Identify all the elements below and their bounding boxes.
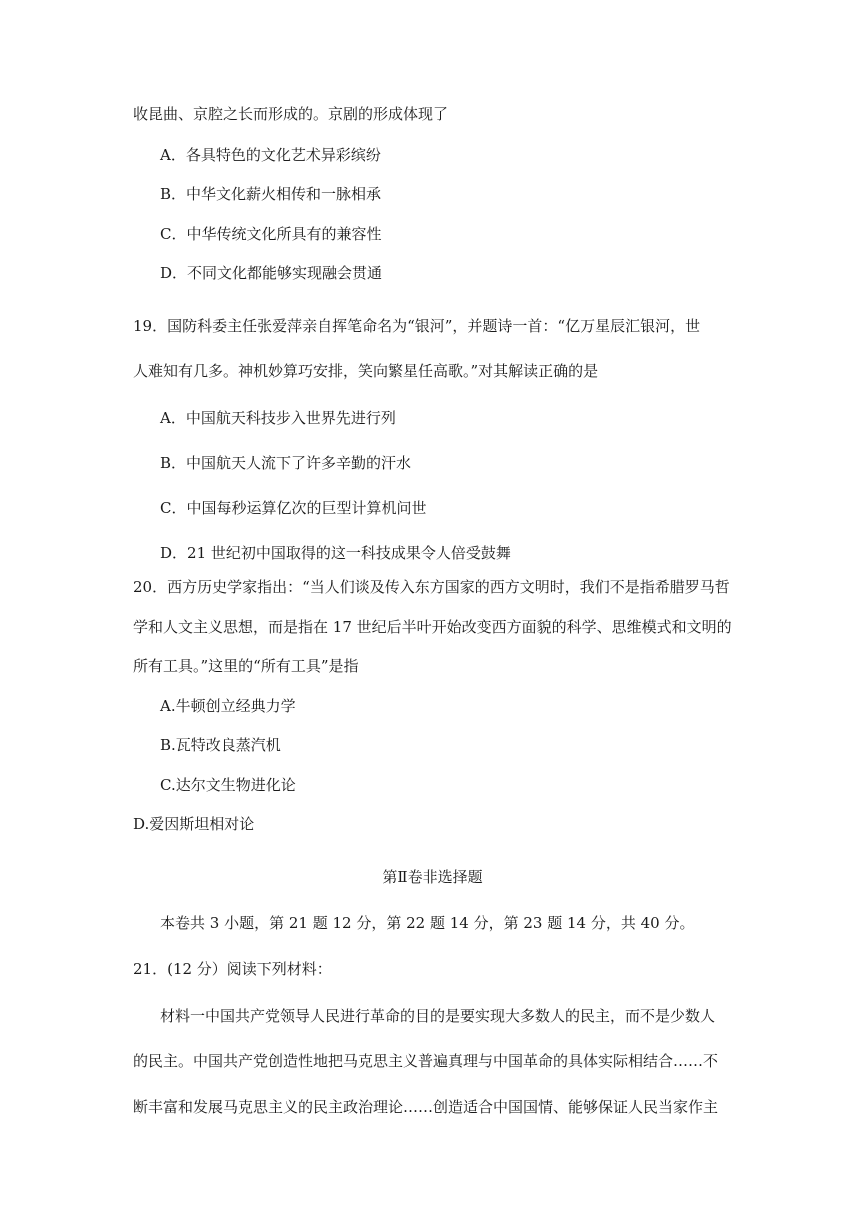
q18-option-c: C．中华传统文化所具有的兼容性 (160, 225, 382, 243)
q19-stem-line-1: 19．国防科委主任张爱萍亲自挥笔命名为“银河”，并题诗一首：“亿万星辰汇银河，世 (133, 317, 701, 335)
q20-option-c: C.达尔文生物进化论 (160, 776, 296, 794)
q20-stem-line-3: 所有工具。”这里的“所有工具”是指 (133, 657, 359, 675)
q20-stem-line-1: 20．西方历史学家指出：“当人们谈及传入东方国家的西方文明时，我们不是指希腊罗马哲 (133, 578, 730, 596)
q20-option-b: B.瓦特改良蒸汽机 (160, 736, 281, 754)
q19-option-d: D．21 世纪初中国取得的这一科技成果令人倍受鼓舞 (160, 544, 511, 562)
q18-option-d: D．不同文化都能够实现融会贯通 (160, 264, 383, 282)
q18-stem-tail: 收昆曲、京腔之长而形成的。京剧的形成体现了 (133, 105, 449, 123)
section-title: 第Ⅱ卷非选择题 (382, 868, 483, 886)
q21-material-line-3: 断丰富和发展马克思主义的民主政治理论……创造适合中国国情、能够保证人民当家作主 (133, 1098, 719, 1116)
q19-option-c: C．中国每秒运算亿次的巨型计算机问世 (160, 499, 427, 517)
q18-option-a: A．各具特色的文化艺术异彩缤纷 (160, 146, 381, 164)
q21-material-line-2: 的民主。中国共产党创造性地把马克思主义普遍真理与中国革命的具体实际相结合……不 (133, 1052, 719, 1070)
q20-option-a: A.牛顿创立经典力学 (160, 697, 296, 715)
q19-option-b: B．中国航天人流下了许多辛勤的汗水 (160, 454, 412, 472)
q19-option-a: A．中国航天科技步入世界先进行列 (160, 409, 396, 427)
q18-option-b: B．中华文化薪火相传和一脉相承 (160, 185, 382, 203)
q21-material-line-1: 材料一中国共产党领导人民进行革命的目的是要实现大多数人的民主，而不是少数人 (160, 1007, 716, 1025)
q20-stem-line-2: 学和人文主义思想，而是指在 17 世纪后半叶开始改变西方面貌的科学、思维模式和文明的 (133, 618, 732, 636)
section-note: 本卷共 3 小题，第 21 题 12 分，第 22 题 14 分，第 23 题 14 分，共 40 分。 (160, 914, 695, 932)
q21-stem: 21．(12 分）阅读下列材料： (133, 960, 332, 978)
q19-stem-line-2: 人难知有几多。神机妙算巧安排，笑向繁星任高歌。”对其解读正确的是 (133, 362, 599, 380)
q20-option-d: D.爱因斯坦相对论 (133, 815, 255, 833)
